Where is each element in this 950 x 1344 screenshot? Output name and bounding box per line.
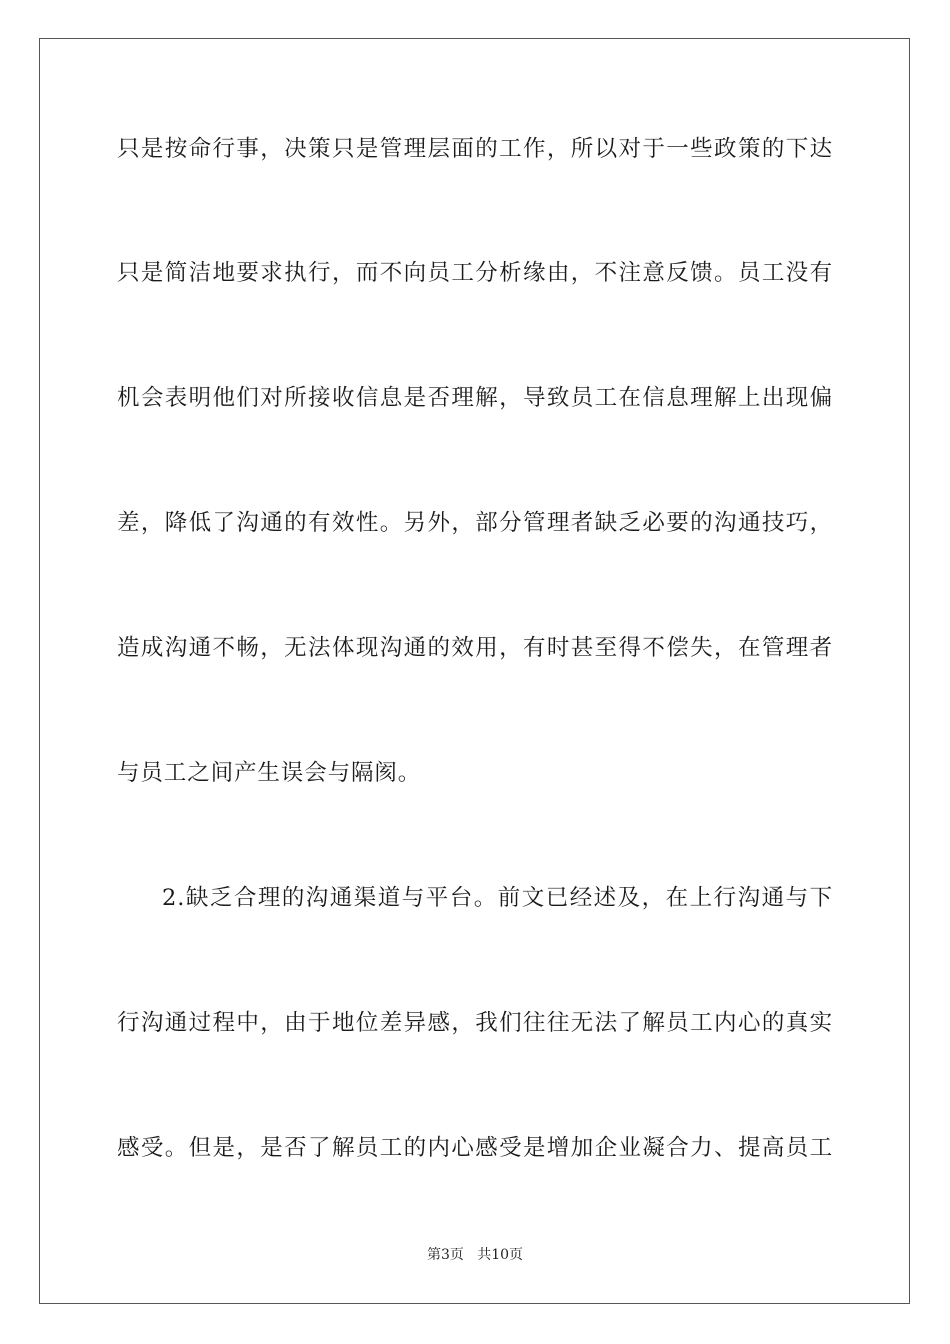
body-line-2: 只是简洁地要求执行，而不向员工分析缘由，不注意反馈。员工没有 <box>117 260 833 286</box>
body-line-4: 差，降低了沟通的有效性。另外，部分管理者缺乏必要的沟通技巧， <box>117 510 833 536</box>
body-line-9: 感受。但是，是否了解员工的内心感受是增加企业凝合力、提高员工 <box>117 1135 833 1161</box>
body-line-5: 造成沟通不畅，无法体现沟通的效用，有时甚至得不偿失，在管理者 <box>117 635 833 661</box>
body-line-1: 只是按命行事，决策只是管理层面的工作，所以对于一些政策的下达 <box>117 136 833 162</box>
body-line-8: 行沟通过程中，由于地位差异感，我们往往无法了解员工内心的真实 <box>117 1010 833 1036</box>
body-line-3: 机会表明他们对所接收信息是否理解，导致员工在信息理解上出现偏 <box>117 385 833 411</box>
body-line-7-paragraph-start: 2.缺乏合理的沟通渠道与平台。前文已经述及，在上行沟通与下 <box>162 885 833 911</box>
page-number-footer: 第3页 共10页 <box>426 1247 524 1263</box>
body-line-6: 与员工之间产生误会与隔阂。 <box>117 760 422 786</box>
page-border <box>39 38 910 1304</box>
